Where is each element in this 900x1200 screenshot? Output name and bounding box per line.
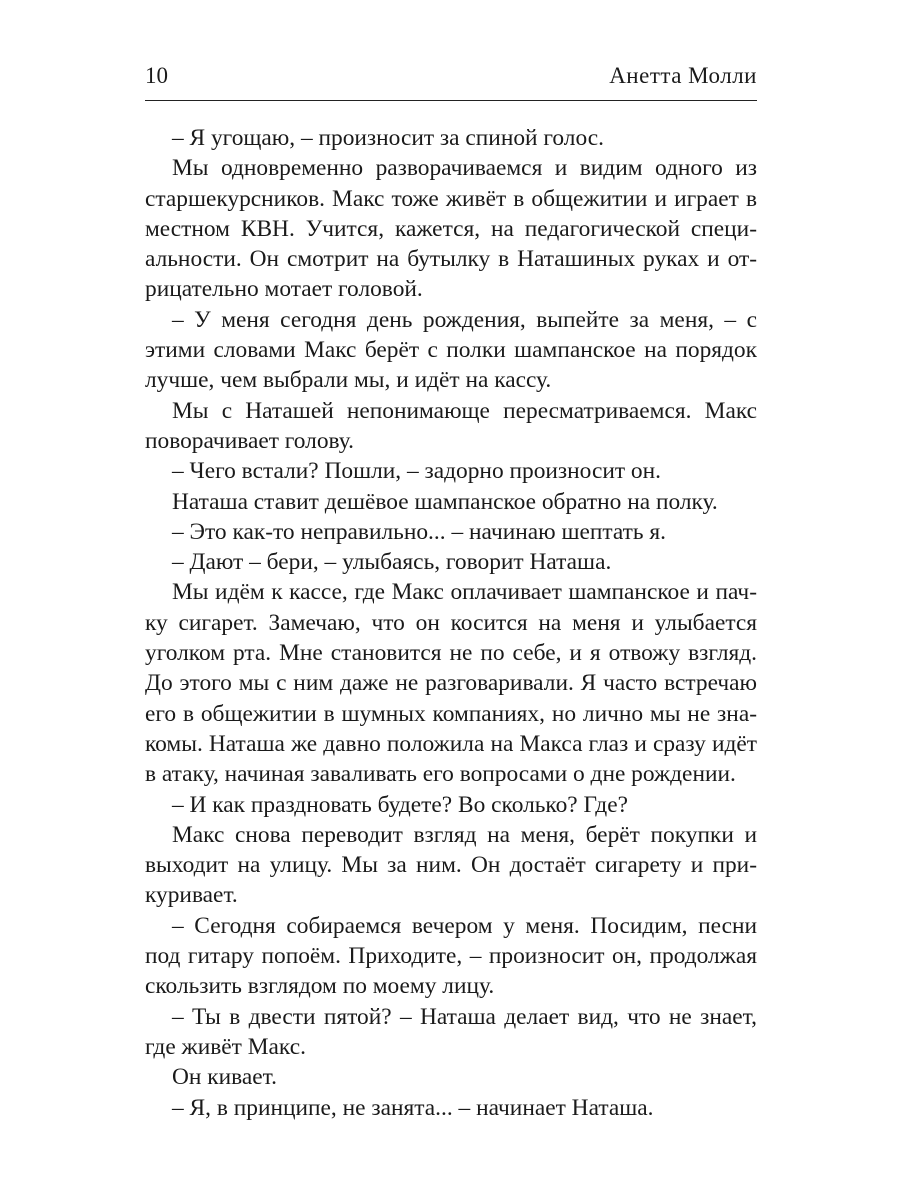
paragraph: – Я угощаю, – произносит за спиной голос.: [172, 125, 604, 151]
paragraph: – Сегодня собираемся вечером у меня. Посидим, песни под гитару попоём. Приходите, – произносит он, продолжая скользить взглядом по моему лицу.: [145, 912, 757, 1000]
paragraph: Он кивает.: [172, 1064, 277, 1091]
paragraph: – У меня сегодня день рождения, выпейте за меня, – с этими словами Макс берёт с полки шампанское на порядок лучше, чем выбрали мы, и идёт на кассу.: [145, 306, 757, 394]
running-header: [145, 62, 757, 101]
paragraph: Мы с Наташей непонимающе пересматриваемся. Макс поворачивает голову.: [145, 397, 757, 454]
paragraph: Наташа ставит дешёвое шампанское обратно на полку.: [172, 488, 718, 515]
page-number: 10: [145, 63, 168, 88]
paragraph: Макс снова переводит взгляд на меня, берёт покупки и выходит на улицу. Мы за ним. Он достаёт сигарету и прикуривает.: [145, 821, 757, 909]
paragraph: – Чего встали? Пошли, – задорно произносит он.: [172, 458, 661, 485]
author-name: Анетта Молли: [609, 63, 757, 88]
paragraph: – Это как-то неправильно... – начинаю шептать я.: [172, 518, 666, 545]
paragraph: – И как праздновать будете? Во сколько? Где?: [172, 791, 628, 818]
paragraph: Мы идём к кассе, где Макс оплачивает шампанское и пачку сигарет. Замечаю, что он косится на меня и улыбается уголком рта. Мне становится не по себе, и я отвожу взгляд. До этого мы с ним даже не разговаривали. Я часто встречаю его в общежитии в шумных компаниях, но лично мы не знакомы. Наташа же давно положила на Макса глаз и сразу идёт в атаку, начиная заваливать его вопросами о дне рождении.: [145, 579, 757, 788]
body-text: [145, 123, 757, 1123]
paragraph: Мы одновременно разворачиваемся и видим одного из старшекурсников. Макс тоже живёт в общежитии и играет в местном КВН. Учится, кажется, на педагогической специальности. Он смотрит на бутылку в Наташиных руках и отрицательно мотает головой.: [145, 155, 757, 303]
book-page: [145, 62, 757, 1123]
paragraph: – Дают – бери, – улыбаясь, говорит Наташа.: [172, 549, 612, 576]
paragraph: – Я, в принципе, не занята... – начинает Наташа.: [172, 1094, 654, 1121]
paragraph: – Ты в двести пятой? – Наташа делает вид, что не знает, где живёт Макс.: [145, 1003, 757, 1060]
